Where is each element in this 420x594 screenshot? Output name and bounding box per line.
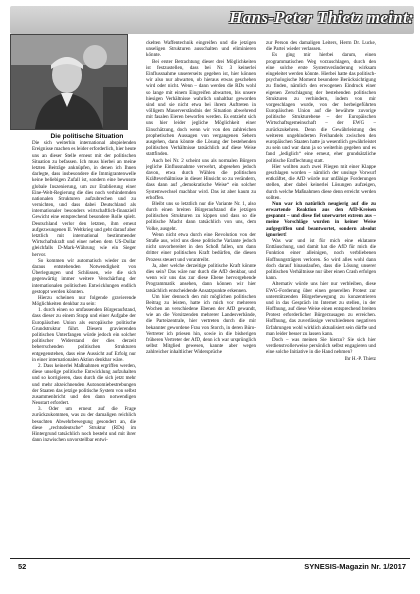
column-1 bbox=[32, 106, 136, 546]
paragraph: Hier wollten auch zwei Fliegen mit einer Klappe geschlagen worden – nämlich der unsinge Vorwurf entkräftet, die AfD würde nur unfähige Forderungen stellen, aber dabei keinerlei Lösungen aufzeigen, durch welche Maßnahmen diese denn erreicht werden sollten. bbox=[266, 163, 376, 201]
paragraph: Bei erster Betrachtung dieser drei Möglichkeiten ist festzustellen, dass bei Nr. 3 keinerlei Einflussnahme unsererseits gegeben ist, hier können wir also nur abwarten, ob hieraus etwas geschehen wird oder nicht. Wenn – dann werden die RDs wohl so lange mit einem Eingreifen abwarten, bis unsere hiesigen Verhältnisse wahrlich unhaltbar geworden sind und sie nicht etwa bei ihrem Auftreten in völligem Mauerverständnis der Situation abwehrend mit fasalen Eieren beworfen werden. Es entzieht sich uns hier leider jegliche Möglichkeit einer Einschätzung, doch wenn wir von den zahlreichen prophetischen Aussagen von vergangenen Sehern ausgehen, dann könnte die Lösung der bestehenden politischen Verhältnisse tatsächlich auf diese Weise stattfinden. bbox=[146, 58, 256, 158]
paragraph: 1. durch einen so umfassenden Bürgeraufstand, dass dieser zu einem Stopp und einer Aufgabe der Europäischen Union als europäische politische Grundstruktur führt. Diesem gravierenden politischen Unterfangen würde jedoch ein solcher politischer Widerstand der dies derzeit beherrschenden politischen Strukturen entgegenstehen, dass eine Aussicht auf Erfolg nur in einer internationalen Aktion denkbar wäre. bbox=[32, 307, 136, 363]
column-2 bbox=[146, 40, 256, 544]
column-3 bbox=[266, 40, 376, 544]
paragraph: zur Person des damaligen Leiters, Herrn Dr. Lucke, die Partei wieder verlassen. bbox=[266, 40, 376, 53]
article-heading: Die politische Situation bbox=[50, 133, 124, 140]
paragraph: 3. Oder um erneut auf die Frage zurückzukommen, was zu der damaligen reichlich besuchten Abwehrbewegung gesondert an, die diese „rechtsdeutsche“ Struktur (RDs) im Hintergrund tatsächlich noch besteht und mit ihrer dann inzwischen unvorstellbar entwi- bbox=[32, 406, 136, 444]
paragraph: Um hier dennoch den mit möglichen politischen Beitrag zu leisten, hatte ich mich vor mehreren Wochen an verschiedene Ebenen der AfD gewandt, wie an die Vorsitzenden mehrerer Landesverbände, die Parteizentrale, hier vertreten durch die mir bekannter gewordene Frau von Storch, in deren Büro-Vertreter ich priesen hin, sowie in die bisherigen früheren Vertreter der AfD, denn ich war ursprünglich selbst Mitglied gewesen, kannte aber wegen zahlreicher inhaltlicher Widersprüche bbox=[146, 293, 256, 356]
paragraph: Doch – was meinen Sie hierzu? Sie sich hier verdienstvollerweise persönlich selbst engagieren und eine solche Initiative in die Hand nehmen? bbox=[266, 337, 376, 356]
paragraph: So kommen wir automatisch wieder zu der daraus entstehenden Notwendigkeit von Überlegungen und Schlüssen, wie die sich gegenwärtig immer weitere Verschärfung der internationalen politischen Entwicklungen endlich gestoppt werden könnten. bbox=[32, 257, 136, 295]
paragraph: Wenn nicht etwa durch eine Revolution von der Straße aus, wird uns diese politische Variante jedoch nicht unvorbereitet in den Schoß fallen, um dann dritter einer politischen Kraft bedürfen, die diesen Prozess steuert und vorantreibt. bbox=[146, 231, 256, 263]
paragraph: Ja, aber welche derzeitige politische Kraft könnte dies sein? Das wäre nur durch die AfD denkbar, und wenn wir uns das zur diese Ebene hervorgehende Programmatik ansehen, dann können wir hier tatsächlich entscheidende Ansatzpunkte erkennen. bbox=[146, 262, 256, 294]
page-number: 52 bbox=[18, 562, 27, 571]
paragraph-emphasis: Nun war ich natürlich neugierig auf die zu erwartende Reaktion aus den AfD-Kreisen gespannt – und diese fiel unerwartet extrem aus – meine Vorschläge wurden in keiner Weise aufgegriffen und beantwortet, sondern absolut ignoriert! bbox=[266, 200, 376, 238]
paragraph: Auch bei Nr. 2 scheint uns als normalen Bürgern jegliche Einflussnahme verwehrt, abgesehen jedoch davon, etwa durch Wählen die politischen Kräfteverhältnisse in dieser Hinsicht so zu verändern, dass dann auf „demokratische Weise“ ein solcher Systemwechsel machbar wird. Das ist aber kaum zu erhoffen. bbox=[146, 157, 256, 201]
footer-divider bbox=[10, 558, 410, 559]
paragraph: Hierzu scheinen nur folgende gravierende Möglichkeiten denkbar zu sein: bbox=[32, 294, 136, 308]
paragraph: 2. Dass keinerlei Maßnahmen ergriffen werden, diese unselige politische Entwicklung aufzuhalten und so korrigieren, dass durch die sich jetzt mehr und mehr abzeichnenden Autonomiebestrebungen der Staaten das jetzige politische System von selbst zusammenbricht und den dann notwendigen Neustart erfordert. bbox=[32, 362, 136, 407]
paragraph: ckelten Waffentechnik eingreifen und die jetzigen unseligen Strukturen ausschalten und eliminieren könnte. bbox=[146, 40, 256, 59]
paragraph: Es ging mir hierbei darum, einen programmatischen Weg vorzuschlagen, durch den eine solche erste Systemveränderung wirksam eingeleitet werden könnte. Hierbei hatte das politisch-psychologische Moment besondere Berücksichtigung zu finden, nämlich den erwogenen Eindruck einer eigenen Zerschlagung der bestehenden politischen Strukturen zu verhindern, indem von mir vorgeschlagen wurde, von der herbeigeführten Europäischen Union auf die bewährte zuvorige politische Strukturebene – der Europäischen Wirtschaftsgemeinschaft – der EWG – zurückzukehren. Denn die Gewährleistung des weiteren ungehinderten Freihandels zwischen den europäischen Staaten hatte ja wesentlich gewährleistet zu sein und war dann ja so weiterhin gegeben und es fand „lediglich“ eine erneut, eher grundsätzliche politische Entflechtung statt. bbox=[266, 52, 376, 164]
paragraph: Alternativ würde uns hier nur verbleiben, diese EWG-Forderung über einen generellen Protest zur unterstützenden Bürgerbewegung zu konzentrieren und in das Gespräch im Internet zu stellen, in der Hoffnung, auf diese Weise einen entsprechend breiten Protest erforderlicher Bürgerzusagen zu erreichen. Hoffnung, das zuverlässige verschiedenen negativen Erfahrungen wohl wirklich aktualisiert sein dürfte und man leider besser zu lassen kann. bbox=[266, 281, 376, 337]
signature: Ihr H.-P. Thietz bbox=[344, 355, 376, 362]
paragraph: Die sich weiterhin international abspielenden Ereignisse machen es leider erforderlich, hier heute uns an dieser Stelle erneut mit der politischen Situation zu befassen. Ich muss hierbei an meine letzten Beiträge anknüpfen, in denen ich Ihnen darlegte, dass insbesondere die Immigrantenwelle keine beliebigen Zufall ist, sondern eine bewusste globale Inszenierung, um zur Etablierung einer Eine-Welt-Regierung die dies noch verhindernden nationalen Strukturen aufzubrechen und zu vernichten, und dass dabei Deutschland als internationaler besonders wirtschaftlich-finanziell Gewicht eine entsprechend besondere Rolle spielt. Deutschland verlor den letzten, ihm erneut aufgezwungenen II. Weltkrieg und geht darauf aber letztlich mit international bestimmender Wirtschaftskraft und einer neben dem US-Dollar gleichfalls D-Mark-Währung wie ein Sieger hervor. bbox=[32, 140, 136, 258]
author-title: Hans-Peter Thietz meint: bbox=[229, 8, 414, 27]
magazine-name: SYNESIS-Magazin Nr. 1/2017 bbox=[304, 562, 406, 571]
paragraph: Was war und ist für mich eine eklatante Enttäuschung, und damit hat die AfD für mich die Funktion einer alleinigen, noch verbliebenen Hoffnungsträgers verloren. So wird alles wohl dann doch darauf hinauslaufen, dass die Lösung unserer politischen Verhältnisse nur über einen Crash erfolgen kann. bbox=[266, 238, 376, 282]
paragraph: Bleibt uns so letztlich nur die Variante Nr. 1, also durch einen breiten Bürgeraufstand die jetzigen politischen Strukturen zu kippen und dass so die politische Macht dann tatsächlich von uns, dem Volke, ausgeht. bbox=[146, 200, 256, 232]
